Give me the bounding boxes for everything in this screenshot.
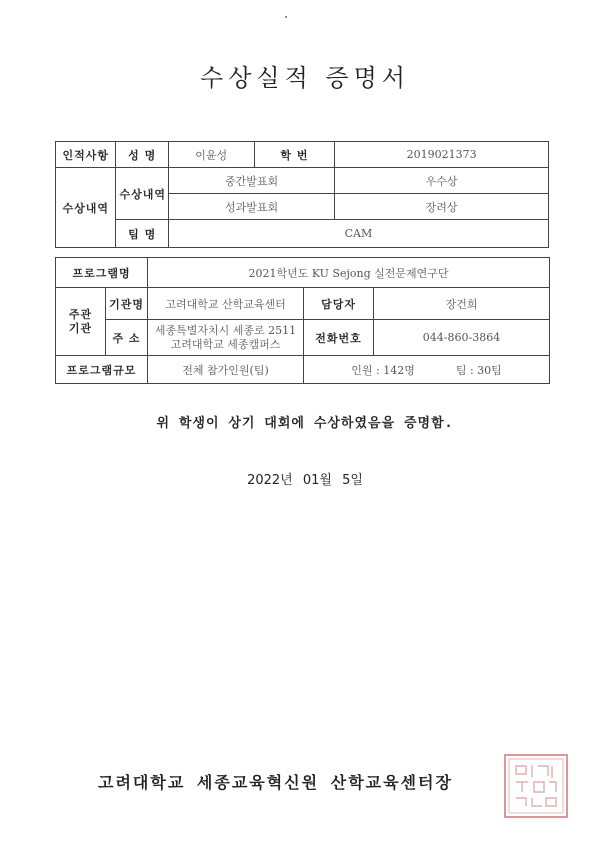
host-org-label [56,288,106,356]
award-event-2: 성과발표회 [168,194,334,220]
phone-label: 전화번호 [304,320,374,356]
team-value: CAM [168,220,548,248]
team-label: 팀 명 [116,220,168,248]
address-line-1: 세종특별자치시 세종로 2511 [154,323,297,337]
address-label: 주 소 [106,320,148,356]
table-row [56,356,550,384]
program-table [55,257,550,384]
host-label-line2: 기관 [68,321,93,335]
name-label: 성 명 [116,142,168,168]
scale-total-label: 전체 참가인원(팀) [148,356,304,384]
scan-mark [285,16,287,18]
phone-value: 044-860-3864 [374,320,550,356]
personal-info-label: 인적사항 [56,142,116,168]
address-value [148,320,304,356]
name-value: 이윤성 [168,142,254,168]
award-prize-2: 장려상 [335,194,549,220]
student-id-label: 학 번 [254,142,335,168]
award-event-1: 중간발표회 [168,168,334,194]
official-seal-stamp [502,752,570,820]
award-table [55,141,549,248]
issuer-name: 고려대학교 세종교육혁신원 산학교육센터장 [98,773,453,792]
issue-date: 2022년 01월 5일 [247,473,363,488]
document-title: 수상실적 증명서 [200,64,410,92]
org-name-label: 기관명 [106,288,148,320]
program-name-value: 2021학년도 KU Sejong 실전문제연구단 [148,258,550,288]
address-line-2: 고려대학교 세종캠퍼스 [170,337,281,351]
award-prize-1: 우수상 [335,168,549,194]
scale-teams: 팀 : 30팀 [455,363,502,377]
org-name-value: 고려대학교 산학교육센터 [148,288,304,320]
host-label-line1: 주관 [68,307,93,321]
table-row [56,168,549,194]
scale-people: 인원 : 142명 [351,363,415,377]
table-row [56,220,549,248]
table-row [56,142,549,168]
table-row [56,288,550,320]
program-scale-label: 프로그램규모 [56,356,148,384]
award-details-label: 수상내역 [116,168,168,220]
program-name-label: 프로그램명 [56,258,148,288]
certification-statement: 위 학생이 상기 대회에 수상하였음을 증명함. [156,416,454,431]
table-row [56,320,550,356]
scale-counts [304,356,550,384]
manager-label: 담당자 [304,288,374,320]
table-row [56,258,550,288]
award-record-label: 수상내역 [56,168,116,248]
manager-value: 장건희 [374,288,550,320]
student-id-value: 2019021373 [335,142,549,168]
